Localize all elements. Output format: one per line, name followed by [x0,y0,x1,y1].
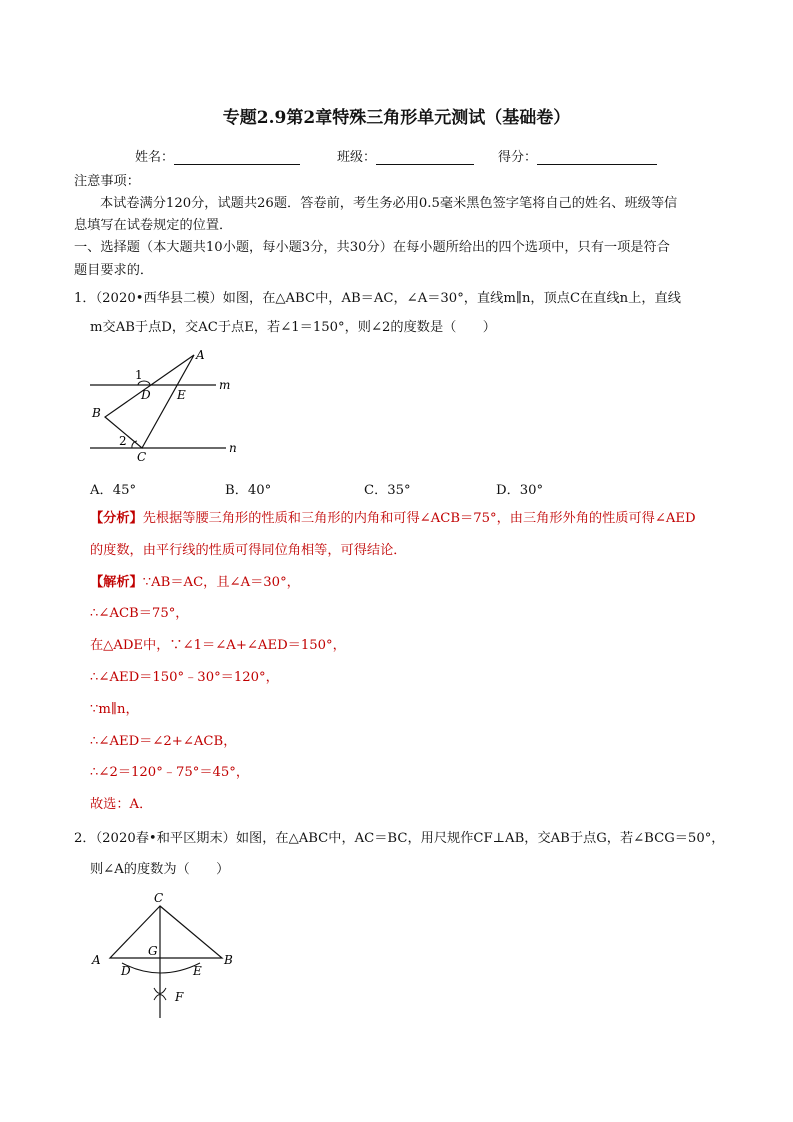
analysis-text-1: 先根据等腰三角形的性质和三角形的内角和可得∠ACB＝75°，由三角形外角的性质可得∠AED [142,511,696,526]
notice-line-2: 息填写在试卷规定的位置． [74,218,233,233]
triangle-abc [110,906,222,958]
name-label: 姓名： [135,150,175,165]
q1-option-a: A．45° [90,483,137,498]
section1-line-1: 一、选择题（本大题共10小题，每小题3分，共30分）在每小题所给出的四个选项中，只有一项是符合 [74,240,670,255]
section1-line-2: 题目要求的． [74,263,154,278]
q2-figure [85,888,245,1028]
score-blank [537,152,657,165]
score-field [498,146,657,165]
q1-option-d: D．30° [496,483,544,498]
label-a: A [196,348,205,362]
name-blank [174,152,300,165]
label-b: B [92,406,101,420]
class-blank [376,152,474,165]
q2-line-1: 2．（2020春•和平区期末）如图，在△ABC中，AC＝BC，用尺规作CF⊥AB，交AB于点G，若∠BCG＝50°， [74,831,725,846]
q1-option-c: C．35° [364,483,411,498]
solution-tag: 【解析】 [90,575,143,590]
q1-solution-step: 在△ADE中，∵∠1＝∠A+∠AED＝150°， [90,638,346,653]
solution-text-1: ∵AB＝AC，且∠A＝30°， [142,575,300,590]
angle-2-arc [132,441,137,448]
notice-heading: 注意事项： [74,174,140,189]
notice-line-1: 本试卷满分120分，试题共26题．答卷前，考生务必用0.5毫米黑色签字笔将自己的姓名、班级等信 [100,196,678,211]
label-g: G [148,944,158,958]
q1-line-1: 1．（2020•西华县二模）如图，在△ABC中，AB＝AC，∠A＝30°，直线m∥n，顶点C在直线n上，直线 [74,291,681,306]
q1-solution-line-1 [90,575,300,591]
class-field [337,146,474,165]
label-c: C [154,891,164,905]
label-b: B [224,953,233,967]
label-angle-1: 1 [135,368,143,382]
label-m: m [219,378,231,392]
label-a: A [92,953,101,967]
label-n: n [229,441,237,455]
label-e: E [177,388,186,402]
q1-option-b: B．40° [225,483,272,498]
q1-solution-step: ∴∠AED＝∠2+∠ACB， [90,734,237,749]
label-angle-2: 2 [119,434,127,448]
q1-figure [80,345,255,465]
score-label: 得分： [498,150,538,165]
q1-solution-step: ∵m∥n， [90,702,139,717]
q2-line-2: 则∠A的度数为（ ） [90,862,230,877]
analysis-tag: 【分析】 [90,511,143,526]
q1-line-2: m交AB于点D，交AC于点E，若∠1＝150°，则∠2的度数是（ ） [90,320,496,335]
name-field [135,146,300,165]
label-e: E [193,964,202,978]
q1-solution-step: 故选：A． [90,797,153,812]
q1-analysis-line-1 [90,511,696,527]
label-d: D [121,964,131,978]
page-title: 专题2.9第2章特殊三角形单元测试（基础卷） [222,108,571,128]
label-c: C [137,450,147,464]
construction-arc [122,963,200,973]
q1-solution-step: ∴∠ACB＝75°， [90,606,189,621]
q1-solution-step: ∴∠AED＝150°﹣30°＝120°， [90,670,279,685]
class-label: 班级： [337,150,377,165]
q1-analysis-line-2: 的度数，由平行线的性质可得同位角相等，可得结论． [90,543,407,558]
label-d: D [141,388,151,402]
q1-solution-step: ∴∠2＝120°﹣75°＝45°， [90,765,250,780]
label-f: F [175,990,184,1004]
